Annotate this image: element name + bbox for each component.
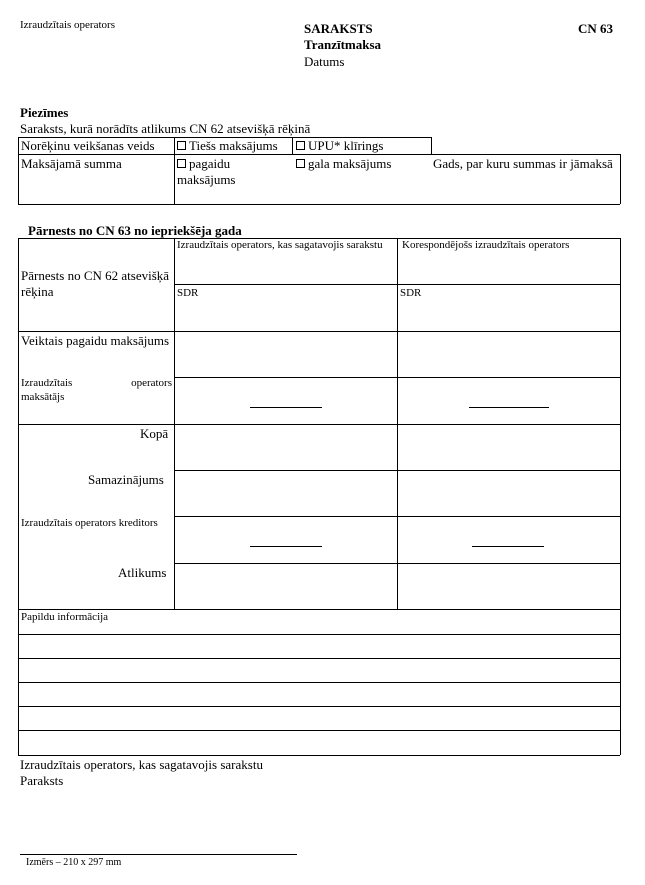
upu-clearing-checkbox[interactable] [296, 138, 383, 154]
checkbox-icon[interactable] [177, 141, 186, 150]
date-label: Datums [304, 54, 345, 69]
row-payer-label-1: Izraudzītais operators [21, 377, 172, 389]
checkbox-icon[interactable] [296, 141, 305, 150]
operator-header-label: Izraudzītais operators [20, 19, 115, 31]
row-reductions-label: Samazinājums [88, 472, 164, 487]
row-carried-label: Pārnests no CN 62 atsevišķā rēķina [21, 268, 170, 299]
carried-heading: Pārnests no CN 63 no iepriekšēja gada [28, 223, 242, 238]
additional-info-label: Papildu informācija [21, 611, 109, 623]
final-payment-checkbox[interactable] [296, 156, 391, 172]
notes-heading: Piezīmes [20, 105, 69, 120]
year-due-label: Gads, par kuru summas ir jāmaksā [433, 156, 613, 171]
currency-left: SDR [177, 287, 199, 299]
form-subtitle: Tranzītmaksa [304, 37, 382, 52]
signer-label: Izraudzītais operators, kas sagatavojis sarakstu [20, 757, 263, 772]
col-preparing-header: Izraudzītais operators, kas sagatavojis sarakstu [177, 239, 383, 251]
col-corresponding-header: Korespondējošs izraudzītais operators [402, 239, 570, 251]
size-note: Izmērs – 210 x 297 mm [26, 857, 122, 868]
form-title: SARAKSTS [304, 21, 373, 36]
direct-payment-label: Tiešs maksājums [189, 138, 278, 153]
interim-payment-label: pagaidu maksājums [177, 156, 236, 187]
checkbox-icon[interactable] [177, 159, 186, 168]
notes-line: Saraksts, kurā norādīts atlikums CN 62 atsevišķā rēķinā [20, 121, 311, 136]
upu-clearing-label: UPU* klīrings [308, 138, 384, 153]
final-payment-label: gala maksājums [308, 156, 392, 171]
interim-payment-checkbox[interactable] [177, 156, 262, 188]
checkbox-icon[interactable] [296, 159, 305, 168]
row-payer-label-2: maksātājs [21, 391, 65, 403]
settlement-method-label: Norēķinu veikšanas veids [21, 138, 155, 153]
row-balance-label: Atlikums [118, 565, 167, 580]
signature-label: Paraksts [20, 773, 64, 788]
form-code: CN 63 [578, 21, 614, 36]
currency-right: SDR [400, 287, 422, 299]
row-total-label: Kopā [140, 426, 169, 441]
row-interim-label: Veiktais pagaidu maksājums [21, 333, 170, 348]
row-creditor-label: Izraudzītais operators kreditors [21, 517, 158, 529]
direct-payment-checkbox[interactable] [177, 138, 278, 154]
amount-payable-label: Maksājamā summa [21, 156, 122, 171]
